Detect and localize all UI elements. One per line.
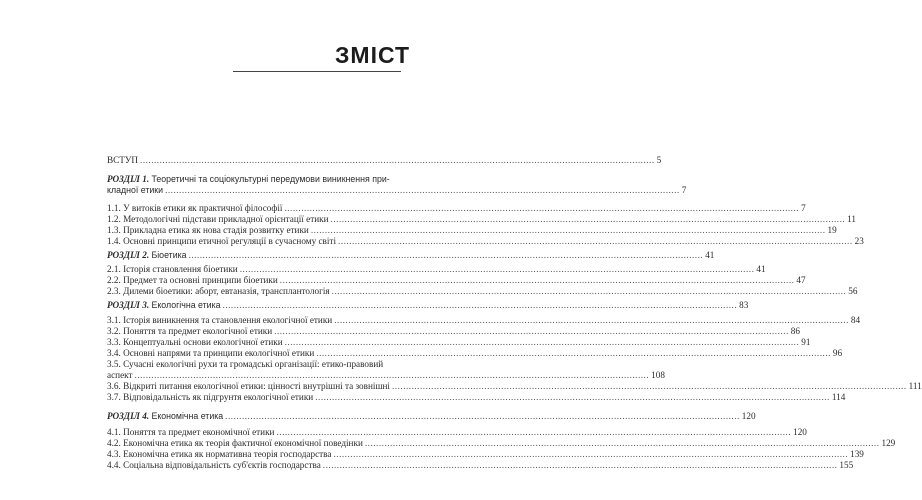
toc-entry-text: 4.1. Поняття та предмет економічної етики [107, 427, 275, 437]
chapter-number: РОЗДІЛ 3. [107, 300, 150, 310]
toc-entry-text: ВСТУП [107, 155, 139, 165]
leader-dots [135, 370, 650, 381]
leader-dots [392, 381, 907, 392]
toc-page-number: 96 [832, 348, 843, 358]
page-title: ЗМІСТ [335, 42, 411, 68]
toc-entry-text: 4.4. Соціальна відповідальність суб'єктів господарства [107, 460, 321, 470]
chapter-title: Економічна етика [151, 411, 224, 421]
toc-chapter-3[interactable] [107, 300, 749, 311]
toc-chapter-2[interactable] [107, 250, 715, 261]
toc-page-number: 19 [827, 225, 837, 235]
toc-entry-3-4[interactable] [107, 348, 843, 359]
toc-page-number: 47 [796, 275, 806, 285]
chapter-number: РОЗДІЛ 2. [107, 250, 150, 260]
leader-dots [189, 250, 704, 261]
toc-page-number: 114 [831, 392, 846, 402]
toc-entry-2-1[interactable] [107, 264, 766, 275]
toc-entry-3-1[interactable] [107, 315, 861, 326]
toc-entry-2-2[interactable] [107, 275, 806, 286]
chapter-title: Біоетика [151, 250, 187, 260]
toc-page-number: 111 [908, 381, 922, 391]
toc-entry-text: 3.3. Концептуальні основи екологічної етики [107, 337, 283, 347]
leader-dots [284, 203, 799, 214]
leader-dots [140, 155, 655, 166]
leader-dots [316, 348, 831, 359]
toc-entry-intro[interactable] [107, 155, 662, 166]
chapter-number: РОЗДІЛ 4. [107, 411, 150, 421]
chapter-title: Теоретичні та соціокультурні передумови виникнення при- [151, 174, 390, 184]
toc-chapter-1-line1[interactable] [107, 174, 403, 185]
toc-entry-text: 3.5. Сучасні екологічні рухи та громадські організації: етико-правовий [107, 359, 384, 369]
toc-entry-text: 1.4. Основні принципи етичної регуляції в сучасному світі [107, 236, 337, 246]
toc-entry-text: 2.2. Предмет та основні принципи біоетики [107, 275, 278, 285]
leader-dots [323, 460, 838, 471]
toc-entry-1-2[interactable] [107, 214, 857, 225]
toc-entry-3-6[interactable] [107, 381, 922, 392]
toc-page-number: 91 [801, 337, 811, 347]
title-underline [233, 71, 401, 72]
leader-dots [280, 275, 795, 286]
toc-page-number: 56 [848, 286, 858, 296]
toc-page-number: 41 [705, 250, 715, 260]
toc-entry-1-4[interactable] [107, 236, 864, 247]
toc-page-number: 23 [854, 236, 864, 246]
toc-entry-3-2[interactable] [107, 326, 800, 337]
toc-entry-3-5-line1[interactable] [107, 359, 403, 370]
toc-page-number: 11 [847, 214, 857, 224]
toc-entry-text: 3.7. Відповідальність як підгрунтя екологічної етики [107, 392, 314, 402]
toc-page-number: 7 [681, 185, 687, 195]
toc-page-number: 7 [801, 203, 806, 213]
leader-dots [276, 427, 791, 438]
toc-entry-4-1[interactable] [107, 427, 807, 438]
toc-entry-3-5-line2[interactable] [107, 370, 665, 381]
toc-page-number: 139 [850, 449, 864, 459]
toc-chapter-4[interactable] [107, 411, 756, 422]
toc-entry-3-3[interactable] [107, 337, 811, 348]
leader-dots [165, 185, 680, 196]
toc-entry-4-3[interactable] [107, 449, 864, 460]
leader-dots [331, 214, 846, 225]
toc-page-number: 83 [739, 300, 749, 310]
leader-dots [225, 411, 740, 422]
toc-entry-4-4[interactable] [107, 460, 854, 471]
toc-entry-text: 4.3. Економічна етика як нормативна теорія господарства [107, 449, 332, 459]
toc-entry-text-continued: аспект [107, 370, 133, 380]
toc-entry-text: 2.3. Дилеми біоетики: аборт, евтаназія, трансплантологія [107, 286, 330, 296]
leader-dots [274, 326, 789, 337]
toc-entry-1-1[interactable] [107, 203, 806, 214]
toc-entry-2-3[interactable] [107, 286, 858, 297]
toc-entry-text: 3.2. Поняття та предмет екологічної етики [107, 326, 273, 336]
toc-chapter-1-line2[interactable] [107, 185, 687, 196]
leader-dots [285, 337, 800, 348]
leader-dots [333, 449, 848, 460]
toc-entry-text: 1.3. Прикладна етика як нова стадія розвитку етики [107, 225, 309, 235]
toc-entry-text: 1.2. Методологічні підстави прикладної орієнтації етики [107, 214, 329, 224]
leader-dots [365, 438, 880, 449]
toc-entry-4-2[interactable] [107, 438, 896, 449]
toc-entry-text: 3.4. Основні напрями та принципи екологічної етики [107, 348, 315, 358]
toc-page-number: 120 [793, 427, 807, 437]
leader-dots [332, 286, 847, 297]
toc-entry-3-7[interactable] [107, 392, 846, 403]
toc-entry-text: 1.1. У витоків етики як практичної філософії [107, 203, 283, 213]
toc-entry-1-3[interactable] [107, 225, 837, 236]
toc-page-number: 120 [741, 411, 756, 421]
leader-dots [223, 300, 738, 311]
toc-page-number: 129 [881, 438, 896, 448]
leader-dots [338, 236, 853, 247]
toc-page-number: 84 [850, 315, 861, 325]
toc-entry-text: 2.1. Історія становлення біоетики [107, 264, 238, 274]
toc-entry-text: 3.6. Відкриті питання екологічної етики: цінності внутрішні та зовнішні [107, 381, 390, 391]
chapter-title: Екологічна етика [151, 300, 221, 310]
chapter-number: РОЗДІЛ 1. [107, 174, 150, 184]
leader-dots [240, 264, 755, 275]
leader-dots [334, 315, 849, 326]
leader-dots [311, 225, 826, 236]
toc-entry-text: 4.2. Економічна етика як теорія фактичної економічної поведінки [107, 438, 363, 448]
toc-page-number: 41 [756, 264, 766, 274]
toc-page-number: 86 [790, 326, 800, 336]
leader-dots [315, 392, 830, 403]
toc-entry-text: 3.1. Історія виникнення та становлення екологічної етики [107, 315, 333, 325]
chapter-title-continued: кладної етики [107, 185, 164, 195]
toc-page-number: 155 [839, 460, 854, 470]
toc-page-number: 5 [656, 155, 662, 165]
toc-page-number: 108 [651, 370, 665, 380]
